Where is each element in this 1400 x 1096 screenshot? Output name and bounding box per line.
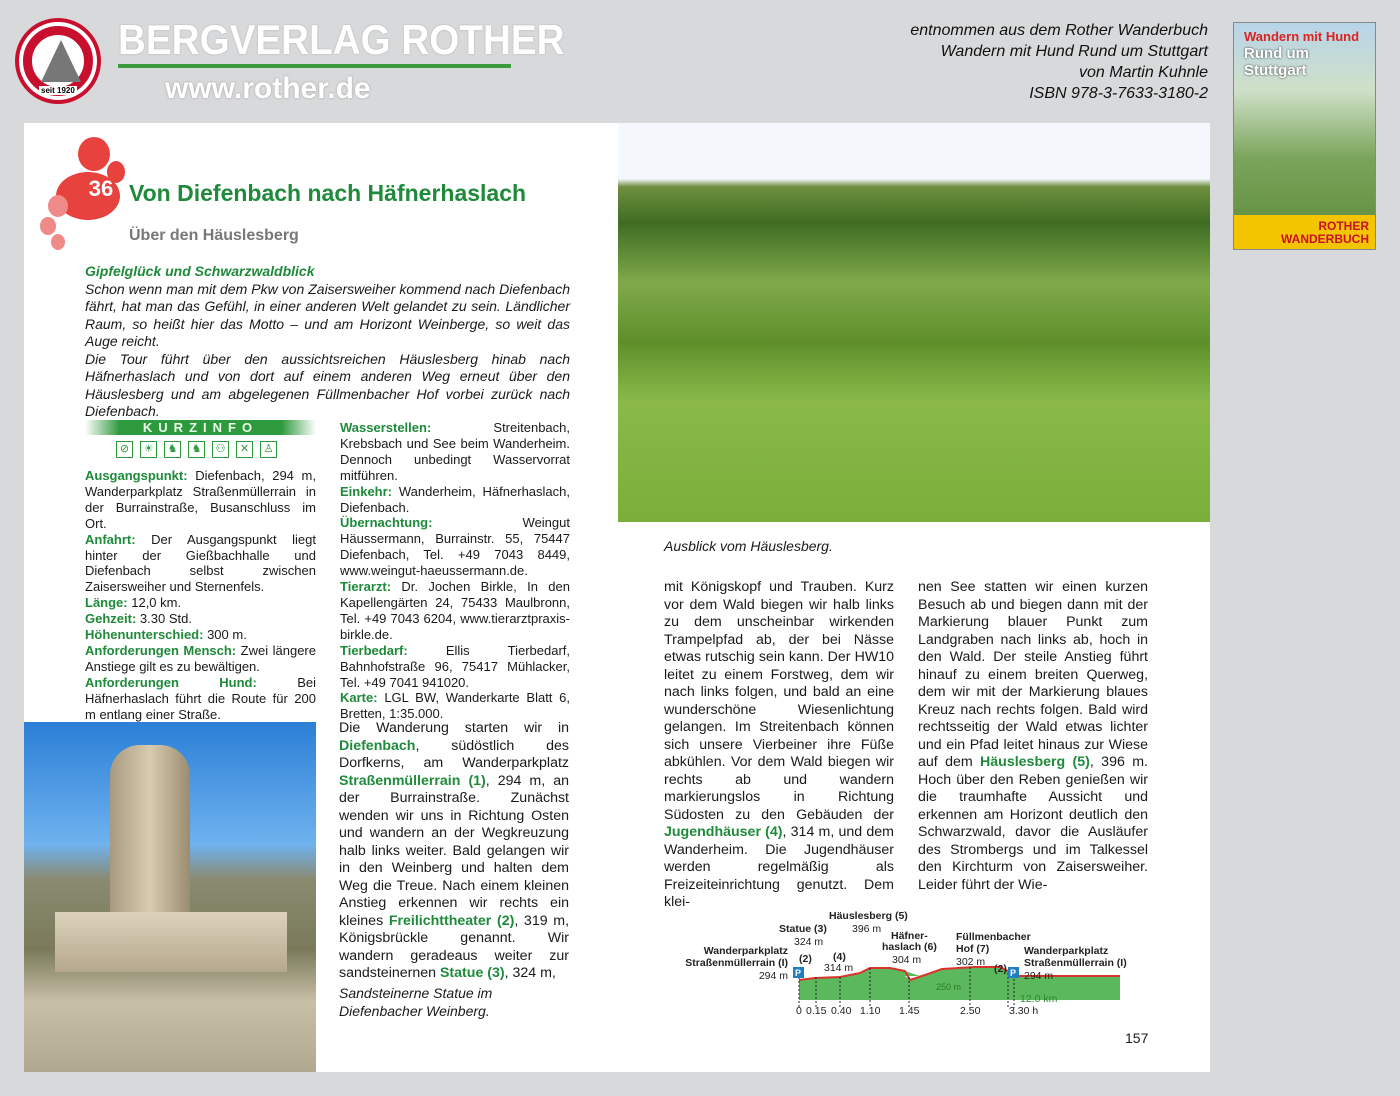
waypoint-highlight: Häuslesberg (5) bbox=[980, 754, 1090, 770]
profile-label: 302 m bbox=[956, 956, 986, 968]
profile-label: Statue (3) bbox=[779, 923, 827, 935]
kurzinfo-label: Ausgangspunkt: bbox=[85, 468, 188, 483]
profile-label: (2) bbox=[799, 953, 812, 965]
kurzinfo-value: 300 m. bbox=[203, 627, 247, 643]
kurzinfo-item bbox=[340, 420, 570, 484]
dog-large-icon: ♞ bbox=[188, 441, 205, 458]
sun-icon: ☀ bbox=[140, 441, 157, 458]
kurzinfo-value: Dr. Jochen Birkle, In den Kapellengärten 24, 75433 Maulbronn, Tel. +49 7043 6204, www.tierarztpraxis-birkle.de. bbox=[340, 579, 570, 642]
kurzinfo-item bbox=[340, 484, 570, 516]
kurzinfo-label: Anforderungen Hund: bbox=[85, 674, 257, 690]
book-title: Wandern mit Hund bbox=[1244, 29, 1360, 44]
text-segment: , südöstlich des Dorfkerns, am Wanderparkplatz bbox=[339, 737, 569, 771]
intro bbox=[85, 263, 570, 421]
brand-url[interactable]: www.rother.de bbox=[165, 72, 371, 105]
kurzinfo-value: Bei Häfnerhaslach führt die Route für 200 m entlang einer Straße. bbox=[85, 674, 316, 722]
time-tick: 1.45 bbox=[899, 1005, 920, 1017]
kurzinfo-header bbox=[85, 420, 316, 435]
text-segment: Die Wanderung starten wir in bbox=[339, 720, 569, 736]
kurzinfo-label: Länge: bbox=[85, 595, 128, 611]
profile-label: 314 m bbox=[824, 962, 854, 974]
profile-label: Straßenmüllerrain (I) bbox=[1024, 957, 1127, 969]
waypoint-highlight: Diefenbach bbox=[339, 737, 416, 754]
kurzinfo-value: LGL BW, Wanderkarte Blatt 6, Bretten, 1:35.000. bbox=[340, 690, 570, 722]
kurzinfo-value: Weingut Häussermann, Burrainstr. 55, 75447 Diefenbach, Tel. +49 7043 8449, www.weingut-haeussermann.de. bbox=[340, 515, 570, 579]
kurzinfo-label: Tierarzt: bbox=[340, 579, 392, 595]
brand-underline bbox=[118, 64, 511, 68]
profile-label: 396 m bbox=[852, 923, 882, 935]
kurzinfo-item bbox=[340, 579, 570, 643]
profile-label: 294 m bbox=[758, 970, 788, 982]
kurzinfo-label: Wasserstellen: bbox=[340, 420, 432, 435]
profile-label: Häfner- bbox=[891, 930, 928, 942]
kurzinfo-label: Gehzeit: bbox=[85, 611, 137, 627]
profile-label: Häuslesberg (5) bbox=[829, 910, 908, 922]
waypoint-highlight: Statue (3) bbox=[439, 965, 505, 981]
kurzinfo-item bbox=[85, 643, 316, 675]
intro-heading: Gipfelglück und Schwarzwaldblick bbox=[85, 263, 315, 279]
svg-text:P: P bbox=[1010, 968, 1017, 978]
kurzinfo-item bbox=[340, 690, 570, 722]
text-column-3 bbox=[918, 579, 1148, 894]
waypoint-highlight: Jugendhäuser (4) bbox=[664, 824, 783, 840]
dog-small-icon: ♞ bbox=[164, 441, 181, 458]
rother-logo: seit 1920 bbox=[15, 18, 101, 104]
kurzinfo-label: Einkehr: bbox=[340, 483, 393, 499]
text-segment: , 294 m, an der Burrainstraße. Zunächst wenden wir uns in Richtung Osten und wandern an der Wegkreuzung halb links weiter. Bald gelangen wir in den Weinberg und halten dem Weg die Treue. Nach einem kleinen Anstieg erkennen wir rechts ein kleines bbox=[339, 772, 569, 929]
kurzinfo-item bbox=[85, 611, 316, 627]
tour-number: 36 bbox=[88, 176, 114, 201]
profile-label: (2) bbox=[994, 963, 1007, 975]
kurzinfo-value: Streitenbach, Krebsbach und See beim Wanderheim. Dennoch unbedingt Wasservorrat mitführen. bbox=[340, 420, 570, 483]
profile-label: Wanderparkplatz bbox=[1024, 945, 1109, 957]
no-bike-icon: ⊘ bbox=[116, 441, 133, 458]
kurzinfo-label: Höhenunterschied: bbox=[85, 627, 204, 643]
kurzinfo-label: Anforderungen Mensch: bbox=[85, 642, 237, 658]
kurzinfo-icons bbox=[116, 441, 277, 458]
intro-paragraph: Die Tour führt über den aussichtsreichen Häuslesberg hinab nach Häfnerhaslach und von dort auf einem anderen Weg erneut über den Häuslesberg und am abgelegenen Füllmenbacher Hof vorbei zurück nach Diefenbach. bbox=[85, 350, 570, 419]
kurzinfo-item bbox=[340, 515, 570, 579]
kurzinfo-item bbox=[85, 627, 316, 643]
profile-base-label: 250 m bbox=[936, 982, 962, 992]
kurzinfo-item bbox=[85, 595, 316, 611]
text-segment: , 314 m, und dem Wanderheim. Die Jugendhäuser werden regelmäßig als Freizeiteinrichtung genutzt. Dem klei- bbox=[664, 824, 894, 910]
text-segment: mit Königskopf und Trauben. Kurz vor dem Wald biegen wir halb links zu dem unscheinbar wirkenden Trampelpfad ab, der bei Nässe etwas rutschig sein kann. Der HW10 leitet zu einem Forstweg, dem wir nach links folgen, und bald an eine wunderschöne Wiesenlichtung gelangen. Im Streitenbach können sich unsere Vierbeiner ihre Füße abkühlen. Vor dem Wald biegen wir rechts ab und wandern markierungslos in Richtung Südosten zu den Gebäuden der bbox=[664, 579, 894, 823]
tour-subtitle: Über den Häuslesberg bbox=[129, 227, 299, 244]
kurzinfo-value: 12,0 km. bbox=[127, 595, 182, 611]
kurzinfo-label: Tierbedarf: bbox=[340, 642, 408, 658]
source-line: ISBN 978-3-7633-3180-2 bbox=[1029, 85, 1208, 102]
brand-name: BERGVERLAG ROTHER bbox=[118, 16, 565, 63]
kurzinfo-value: 3.30 Std. bbox=[136, 611, 192, 627]
kurzinfo-col1 bbox=[85, 468, 316, 723]
kurzinfo-title: KURZINFO bbox=[142, 420, 259, 435]
photo-caption-statue: Sandsteinerne Statue im Diefenbacher Weinberg. bbox=[339, 985, 493, 1019]
photo-caption-hauslesberg: Ausblick vom Häuslesberg. bbox=[664, 538, 833, 554]
elevation-profile bbox=[680, 905, 1140, 1025]
family-icon: ⚇ bbox=[212, 441, 229, 458]
text-segment: , 319 m, Königsbrückle genannt. Wir wandern geradeaus weiter zur sandsteinernen bbox=[339, 912, 570, 981]
bench-shape bbox=[55, 912, 287, 972]
kurzinfo-value: Der Ausgangspunkt liegt hinter der Gießbachhalle und Diefenbach selbst zwischen Zaisersweiher und Sternenfels. bbox=[85, 531, 316, 595]
no-swim-icon: ✕ bbox=[236, 441, 253, 458]
time-tick: 0 bbox=[796, 1005, 802, 1017]
profile-label: (4) bbox=[833, 951, 846, 963]
kurzinfo-item bbox=[85, 675, 316, 723]
text-column-1 bbox=[339, 720, 569, 983]
waypoint-highlight: Freilichttheater (2) bbox=[388, 912, 515, 929]
source-line: Wandern mit Hund Rund um Stuttgart bbox=[940, 43, 1208, 60]
text-segment: , 324 m, bbox=[504, 965, 556, 981]
tour-title: Von Diefenbach nach Häfnerhaslach bbox=[129, 180, 527, 206]
profile-label: Füllmenbacher bbox=[956, 931, 1031, 943]
profile-label: Straßenmüllerrain (I) bbox=[685, 957, 788, 969]
book-subtitle: Rund um Stuttgart bbox=[1244, 45, 1309, 79]
kurzinfo-label: Karte: bbox=[340, 690, 378, 706]
kurzinfo-col2 bbox=[340, 420, 570, 722]
text-column-2 bbox=[664, 579, 894, 912]
book-cover bbox=[1233, 22, 1376, 250]
profile-label: 304 m bbox=[892, 954, 922, 966]
kurzinfo-item bbox=[85, 468, 316, 532]
page-number: 157 bbox=[1125, 1030, 1149, 1046]
waypoint-highlight: Straßenmüllerrain (1) bbox=[339, 772, 486, 789]
text-segment: nen See statten wir einen kurzen Besuch ab und biegen dann mit der Markierung blauer Punkt zum Landgraben nach links ab, hoch in den Wald. Der steile Anstieg führt hinauf zu einem breiten Querweg, dem wir mit der Markierung blaues Kreuz nach rechts folgen. Bald wird rechtsseitig der Wald etwas lichter und ein Pfad leitet hinaus zur Wiese auf dem bbox=[918, 579, 1148, 770]
kurzinfo-item bbox=[85, 532, 316, 596]
source-info bbox=[910, 20, 1208, 104]
profile-label: haslach (6) bbox=[882, 941, 937, 953]
source-line: entnommen aus dem Rother Wanderbuch bbox=[910, 22, 1208, 39]
time-tick: 2.50 bbox=[960, 1005, 981, 1017]
kurzinfo-item bbox=[340, 643, 570, 691]
intro-paragraph: Schon wenn man mit dem Pkw von Zaisersweiher kommend nach Diefenbach fährt, hat man das Gefühl, in einer anderen Welt gelandet zu sein. Ländlicher Raum, so heißt hier das Motto – und am Horizont Weinberge, so weit das Auge reicht. bbox=[85, 280, 570, 349]
kurzinfo-value: Wanderheim, Häfnerhaslach, Diefenbach. bbox=[340, 483, 570, 515]
book-series: ROTHER WANDERBUCH bbox=[1234, 215, 1375, 249]
profile-label: 294 m bbox=[1024, 970, 1054, 982]
profile-distance: 12.0 km bbox=[1020, 993, 1058, 1005]
source-line: von Martin Kuhnle bbox=[1079, 64, 1208, 81]
kurzinfo-label: Übernachtung: bbox=[340, 515, 433, 531]
profile-label: Wanderparkplatz bbox=[703, 945, 788, 957]
profile-label: 324 m bbox=[794, 936, 824, 948]
kurzinfo-value: Ellis Tierbedarf, Bahnhofstraße 96, 75417 Mühlacker, Tel. +49 7041 941020. bbox=[340, 642, 570, 690]
svg-text:P: P bbox=[795, 968, 802, 978]
kurzinfo-value: Diefenbach, 294 m, Wanderparkplatz Straßenmüllerrain in der Burrainstraße, Busanschluss im Ort. bbox=[85, 468, 316, 531]
statue-shape bbox=[110, 745, 190, 925]
time-tick: 0.40 bbox=[831, 1005, 852, 1017]
kurzinfo-label: Anfahrt: bbox=[85, 531, 136, 547]
person-icon: ♙ bbox=[260, 441, 277, 458]
kurzinfo-value: Zwei längere Anstiege gilt es zu bewältigen. bbox=[85, 642, 316, 674]
time-tick: 0.15 bbox=[806, 1005, 827, 1017]
time-tick: 1.10 bbox=[860, 1005, 881, 1017]
time-tick: 3.30 h bbox=[1009, 1005, 1039, 1017]
photo-hauslesberg bbox=[618, 123, 1210, 522]
text-segment: , 396 m. Hoch über den Reben genießen wir die traumhafte Aussicht und erkennen am Horizont deutlich den Schwarzwald, davor die Ausläufer des Strombergs und im Talkessel den Kirchturm von Zaisersweiher. Leider führt der Wie- bbox=[918, 754, 1148, 893]
profile-label: Hof (7) bbox=[956, 943, 990, 955]
